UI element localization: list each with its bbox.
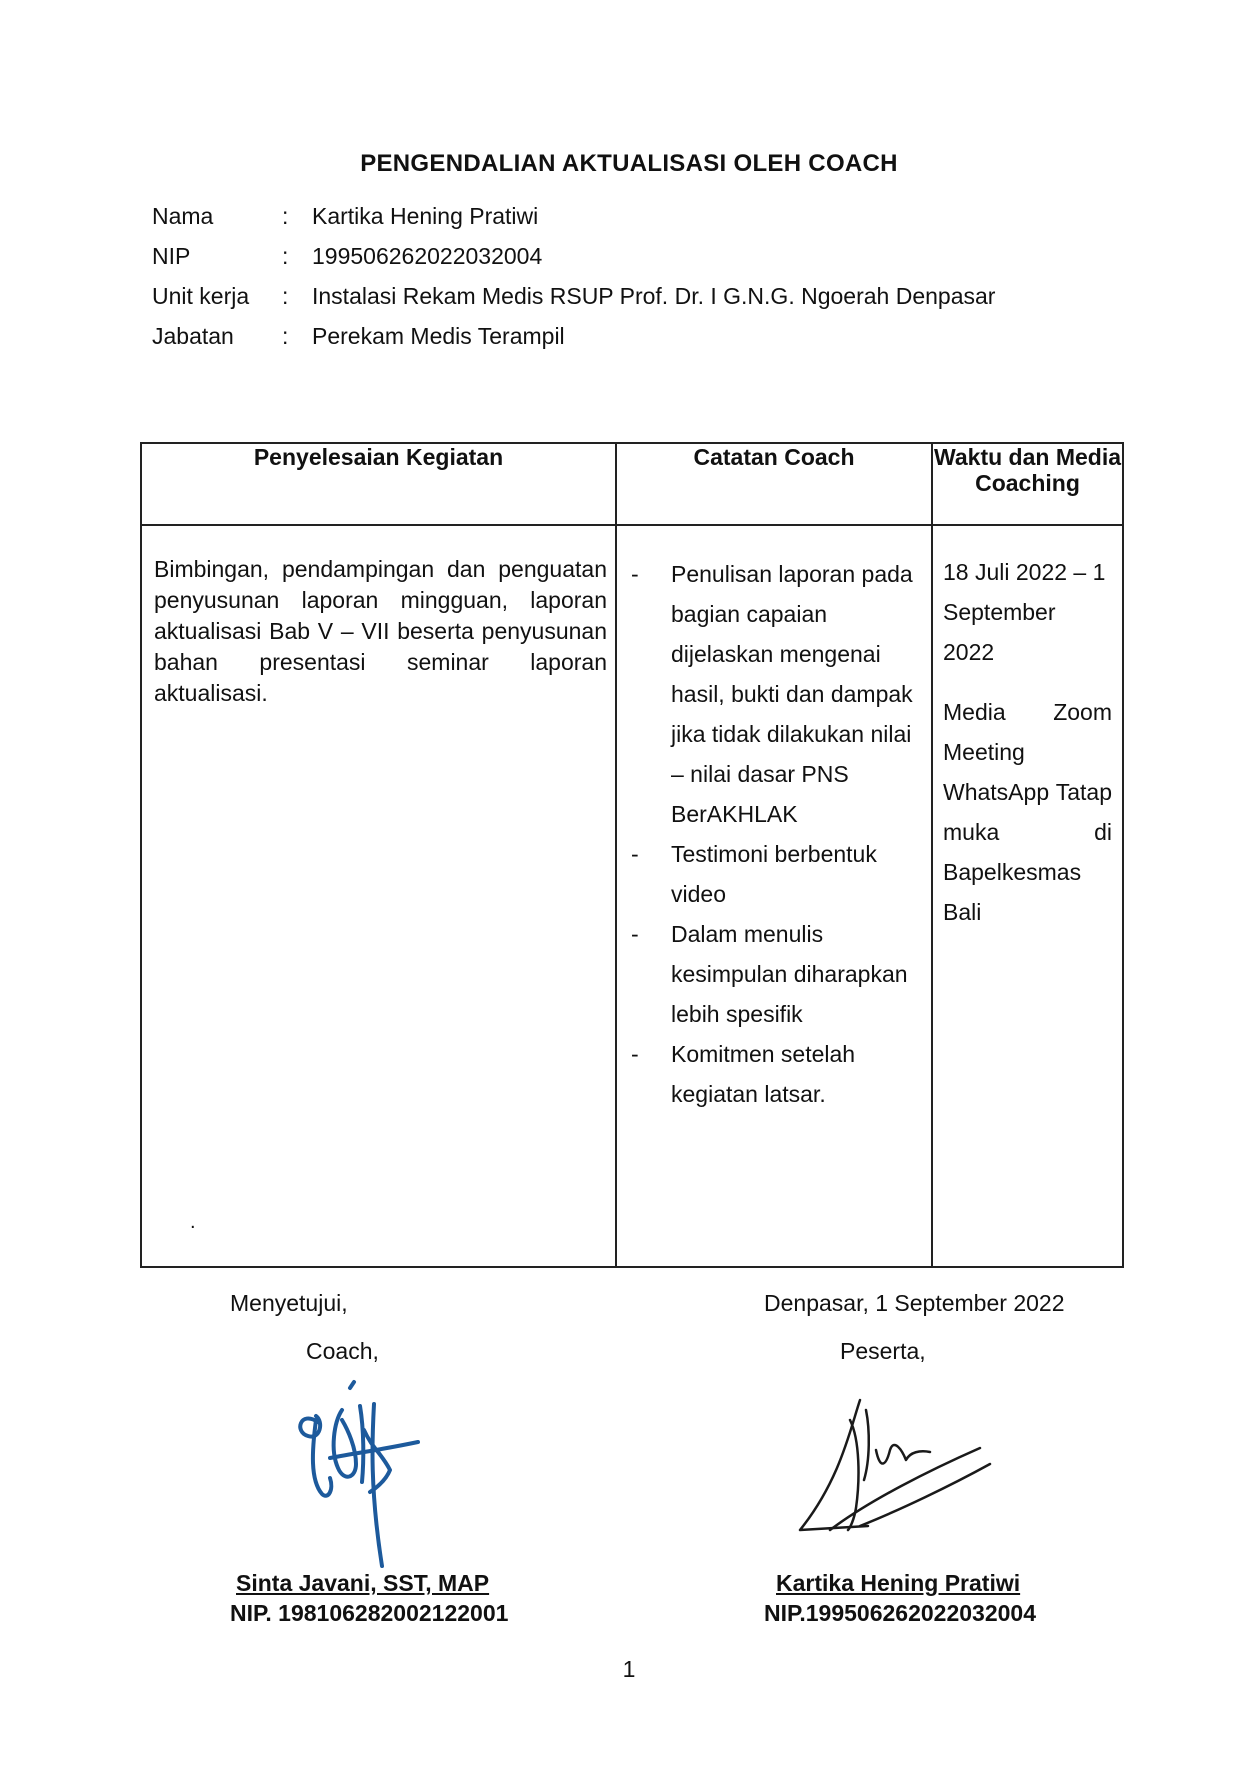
coach-signature-image: [290, 1370, 460, 1570]
bullet-dash: -: [631, 921, 639, 947]
page-title: PENGENDALIAN AKTUALISASI OLEH COACH: [360, 150, 898, 177]
bullet-dash: -: [631, 561, 639, 587]
activity-trailing-mark: .: [190, 1211, 196, 1233]
participant-signature-image: [790, 1390, 1010, 1540]
identity-row-unit-kerja: [152, 278, 995, 318]
list-item: [625, 554, 921, 834]
note-text: Komitmen setelah kegiatan latsar.: [671, 1041, 856, 1107]
bullet-dash: -: [631, 1041, 639, 1067]
list-item: [625, 834, 921, 914]
page-number: 1: [622, 1656, 636, 1682]
note-text: Penulisan laporan pada bagian capaian dijelaskan mengenai hasil, bukti dan dampak jika tidak dilakukan nilai – nilai dasar PNS BerAKHLAK: [671, 561, 913, 827]
identity-row-nip: [152, 238, 995, 278]
identity-value: Perekam Medis Terampil: [312, 323, 565, 349]
identity-label: Unit kerja: [152, 283, 250, 309]
participant-nip: NIP.199506262022032004: [764, 1600, 1037, 1626]
coach-name: Sinta Javani, SST, MAP: [236, 1570, 490, 1596]
identity-colon: :: [282, 243, 289, 269]
note-text: Testimoni berbentuk video: [671, 841, 877, 907]
identity-block: [152, 198, 995, 358]
time-media-container: [933, 526, 1122, 932]
time-media-cell: [932, 525, 1123, 1267]
coaching-media: Media Zoom Meeting WhatsApp Tatap muka di Bapelkesmas Bali: [943, 699, 1112, 925]
identity-colon: :: [282, 203, 289, 229]
table-row: [141, 525, 1123, 1267]
coach-role: Coach,: [306, 1338, 379, 1364]
list-item: [625, 1034, 921, 1114]
note-text: Dalam menulis kesimpulan diharapkan lebih spesifik: [671, 921, 908, 1027]
coach-greeting: Menyetujui,: [230, 1290, 348, 1316]
header-penyelesaian-kegiatan: Penyelesaian Kegiatan: [141, 443, 616, 525]
participant-role: Peserta,: [840, 1338, 926, 1364]
activity-cell: [141, 525, 616, 1267]
participant-greeting: Denpasar, 1 September 2022: [764, 1290, 1065, 1316]
table-header-row: [141, 443, 1123, 525]
coach-nip: NIP. 198106282002122001: [230, 1600, 509, 1626]
identity-label: NIP: [152, 243, 191, 269]
identity-value: Instalasi Rekam Medis RSUP Prof. Dr. I G.N.G. Ngoerah Denpasar: [312, 283, 996, 309]
identity-value: Kartika Hening Pratiwi: [312, 203, 539, 229]
notes-cell: [616, 525, 932, 1267]
participant-name: Kartika Hening Pratiwi: [776, 1570, 1021, 1596]
identity-label: Jabatan: [152, 323, 234, 349]
coaching-time: 18 Juli 2022 – 1 September 2022: [943, 559, 1106, 665]
identity-colon: :: [282, 283, 289, 309]
identity-colon: :: [282, 323, 289, 349]
bullet-dash: -: [631, 841, 639, 867]
identity-row-nama: [152, 198, 995, 238]
identity-value: 199506262022032004: [312, 243, 543, 269]
activity-text: Bimbingan, pendampingan dan penguatan penyusunan laporan mingguan, laporan aktualisasi Bab V – VII beserta penyusunan bahan presentasi seminar laporan aktualisasi.: [154, 556, 607, 706]
coaching-table: [140, 442, 1124, 1268]
coach-notes-list: [617, 526, 931, 1114]
activity-container: [142, 526, 615, 1238]
list-item: [625, 914, 921, 1034]
header-waktu-media: Waktu dan Media Coaching: [932, 443, 1123, 525]
header-catatan-coach: Catatan Coach: [616, 443, 932, 525]
identity-row-jabatan: [152, 318, 995, 358]
identity-label: Nama: [152, 203, 214, 229]
